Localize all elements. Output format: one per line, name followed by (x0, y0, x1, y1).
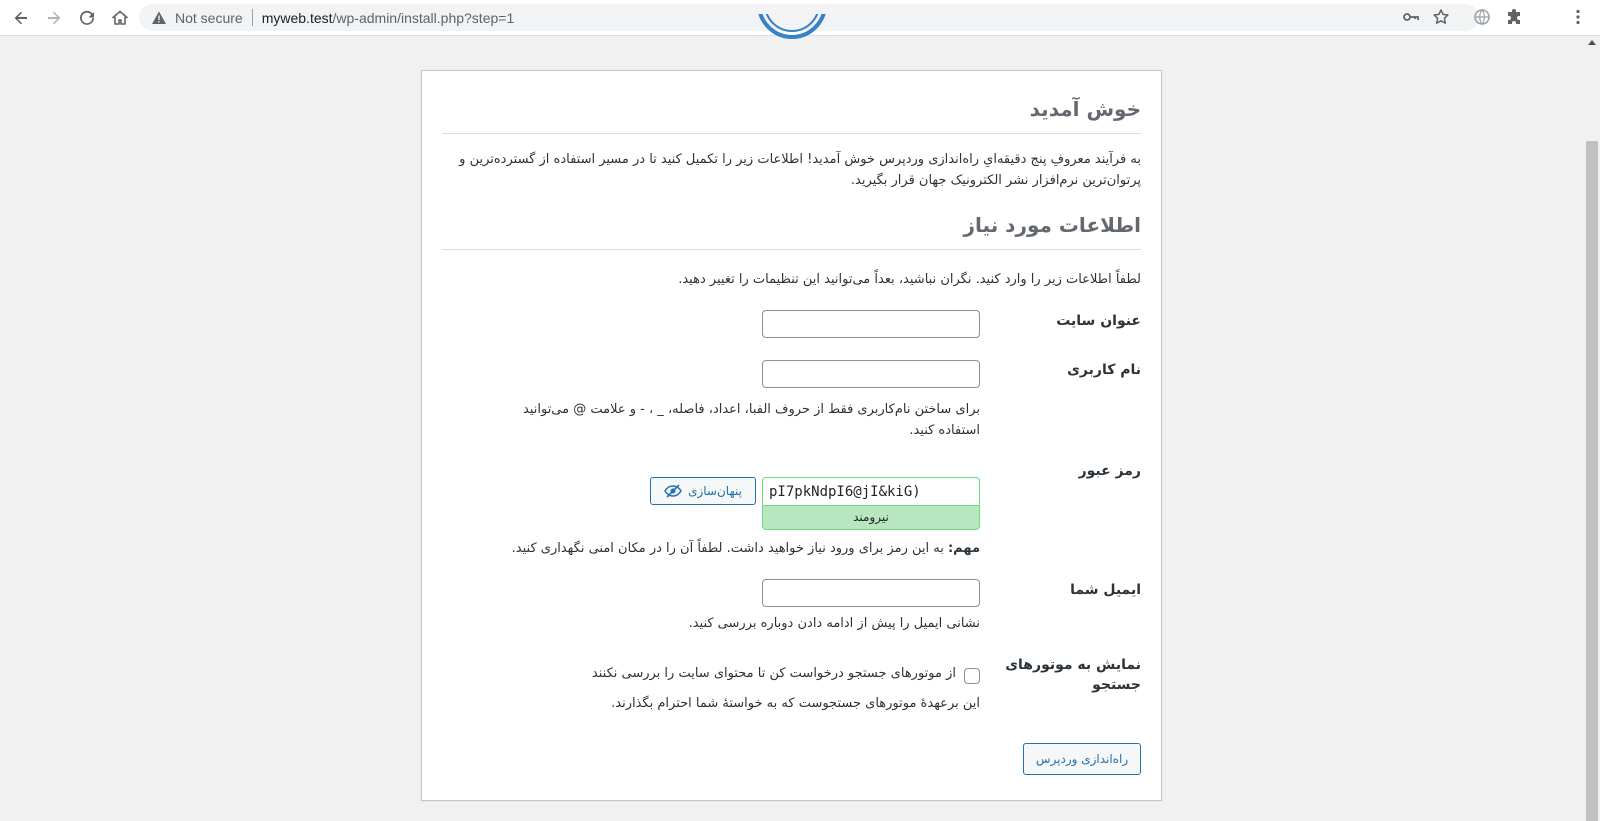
password-input[interactable] (762, 477, 980, 506)
install-form-card (421, 70, 1162, 801)
omnibox-separator (252, 9, 253, 26)
hide-password-label: پنهان‌سازی (688, 484, 742, 498)
important-label: مهم: (947, 541, 980, 556)
info-heading: اطلاعات مورد نیاز (442, 213, 1141, 250)
url-host[interactable]: myweb.test (261, 9, 333, 26)
extensions-icon[interactable] (1505, 8, 1523, 26)
reload-icon[interactable] (74, 5, 100, 31)
globe-icon[interactable] (1473, 8, 1491, 26)
star-icon[interactable] (1432, 8, 1450, 26)
site-title-label: عنوان سایت (1056, 313, 1141, 329)
eye-slash-icon (664, 484, 682, 498)
wordpress-logo-icon[interactable] (757, 14, 827, 44)
email-description: نشانی ایمیل را پیش از ادامه دادن دوباره بررسی کنید. (688, 616, 980, 631)
password-strength-meter: نیرومند (762, 505, 980, 530)
forward-icon[interactable] (41, 5, 67, 31)
important-text: به این رمز برای ورود نیاز خواهید داشت. لطفاً آن را در مکان امنی نگهداری کنید. (511, 541, 944, 556)
back-icon[interactable] (8, 5, 34, 31)
scroll-up-arrow-icon[interactable] (1588, 40, 1596, 45)
username-input[interactable] (762, 360, 980, 388)
site-title-input[interactable] (762, 310, 980, 338)
welcome-text: به فرآیند معروفِ پنج دقیقه‌ایِ راه‌اندازی وردپرس خوش آمدید! اطلاعات زیر را تکمیل کنید تا در مسیر استفاده از گسترده‌ترین و پرتوان‌ترین نرم‌افزار نشر الکترونیک جهان قرار بگیرید. (459, 152, 1141, 188)
search-visibility-checkbox[interactable] (964, 668, 980, 684)
home-icon[interactable] (107, 5, 133, 31)
search-visibility-description: این برعهدهٔ موتورهای جستجوست که به خواستهٔ شما احترام بگذارند. (611, 696, 980, 711)
username-label: نام کاربری (1067, 362, 1141, 378)
search-visibility-label: نمایش به موتورهای جستجو (1005, 657, 1141, 693)
welcome-heading: خوش آمدید (442, 97, 1141, 134)
warning-icon[interactable] (151, 10, 167, 26)
email-label: ایمیل شما (1070, 582, 1141, 598)
search-checkbox-label[interactable]: از موتورهای جستجو درخواست کن تا محتوای سایت را بررسی نکنند (591, 666, 956, 681)
password-label: رمز عبور (1078, 463, 1141, 479)
info-text: لطفاً اطلاعات زیر را وارد کنید. نگران نباشید، بعداً می‌توانید این تنظیمات را تغییر دهید. (678, 272, 1141, 287)
key-icon[interactable] (1402, 8, 1420, 26)
security-label[interactable]: Not secure (175, 9, 243, 26)
hide-password-button[interactable] (650, 477, 756, 505)
email-input[interactable] (762, 579, 980, 607)
menu-icon[interactable] (1569, 8, 1587, 26)
password-important-note (500, 538, 980, 559)
scrollbar-thumb[interactable] (1586, 141, 1598, 821)
install-wordpress-button[interactable]: راه‌اندازی وردپرس (1023, 743, 1141, 775)
url-path[interactable]: /wp-admin/install.php?step=1 (332, 9, 515, 26)
username-description: برای ساختن نام‌کاربری فقط از حروف الفبا، اعداد، فاصله، _ ، - و علامت @ می‌توانید استفاده کنید. (523, 402, 980, 438)
